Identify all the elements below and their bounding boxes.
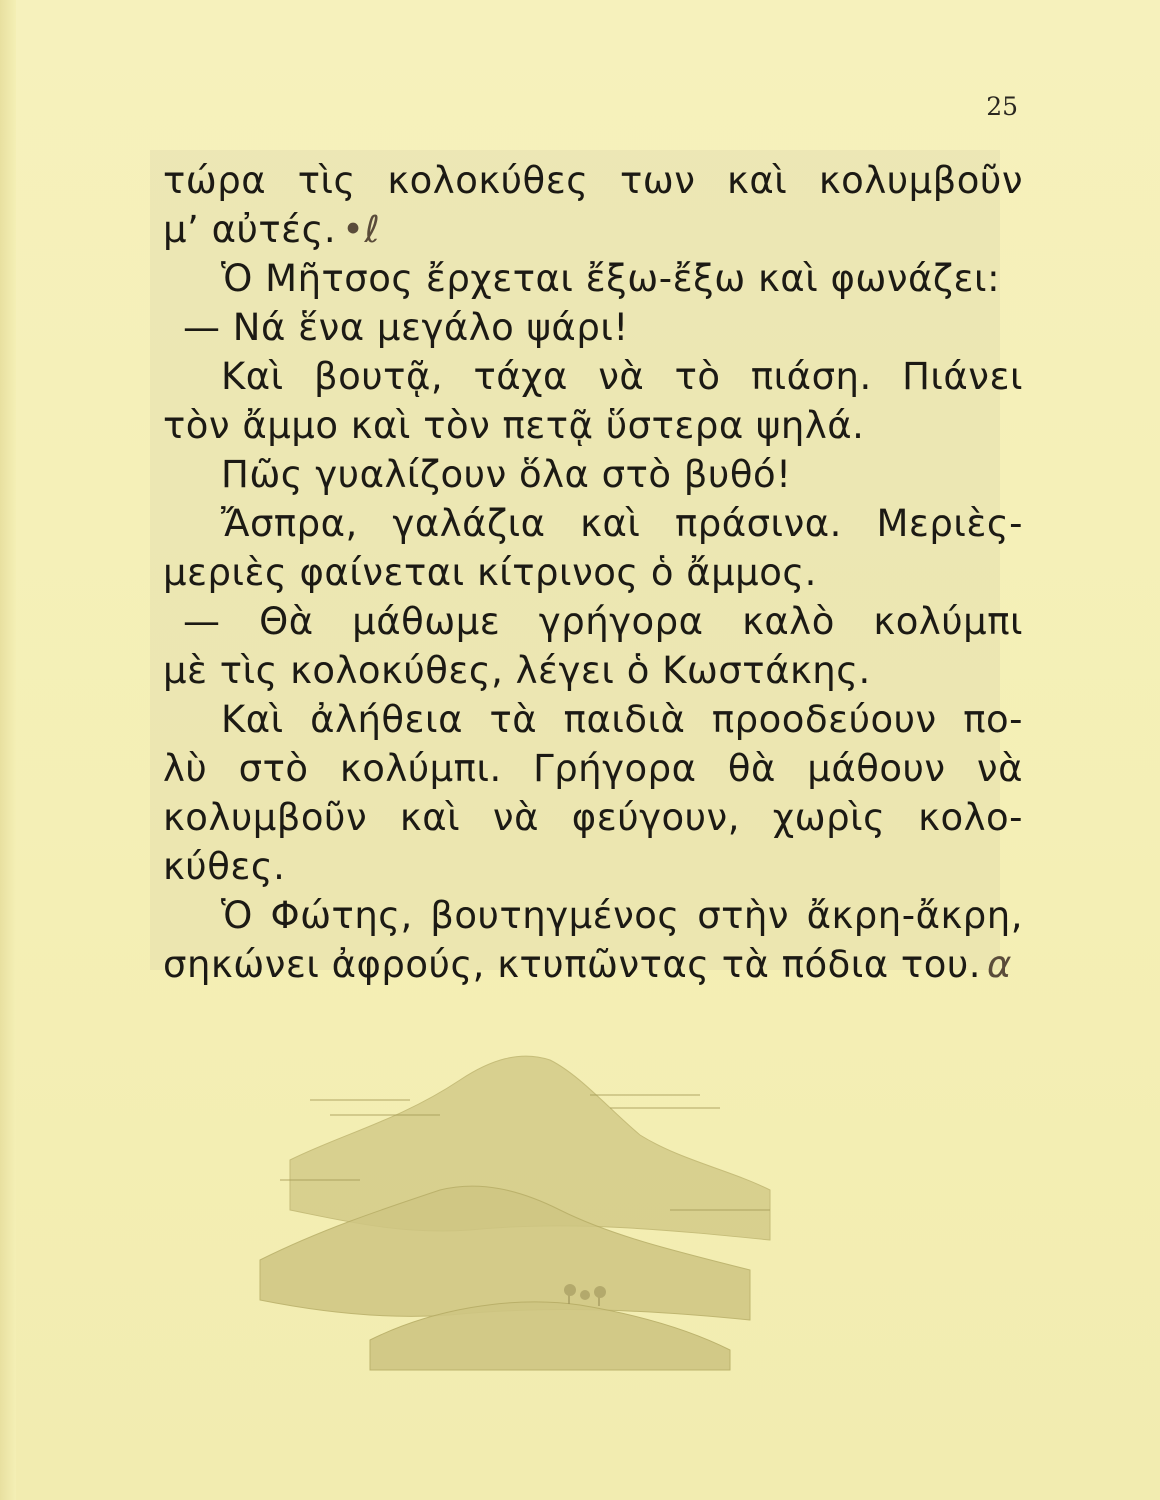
page-number: 25 (986, 92, 1018, 121)
page-spine (0, 0, 16, 1500)
text-line-11: μὲ τὶς κολοκύθες, λέγει ὁ Κωστάκης. (163, 649, 871, 692)
text-line-12: Καὶ ἀλήθεια τὰ παιδιὰ προοδεύουν πο- (221, 698, 1023, 741)
handwritten-mark-icon: •ℓ (342, 208, 381, 251)
text-line-6: τὸν ἄμμο καὶ τὸν πετᾷ ὕστερα ψηλά. (163, 404, 865, 447)
text-line-2 (163, 205, 1023, 254)
text-line-8: Ἄσπρα, γαλάζια καὶ πράσινα. Μεριὲς- (221, 502, 1023, 545)
text-line-1: τώρα τὶς κολοκύθες των καὶ κολυμβοῦν (163, 159, 1023, 202)
text-line-3: Ὁ Μῆτσος ἔρχεται ἔξω-ἔξω καὶ φωνάζει: (221, 257, 1001, 300)
text-line-4: — Νά ἕνα μεγάλο ψάρι! (183, 306, 629, 349)
text-line-17-content: σηκώνει ἀφρούς, κτυπῶντας τὰ πόδια του. (163, 943, 981, 986)
body-text (163, 156, 1023, 989)
text-line-17 (163, 940, 1023, 989)
text-line-2-content: μ’ αὐτές. (163, 208, 337, 251)
text-line-15: κύθες. (163, 845, 286, 888)
text-line-14: κολυμβοῦν καὶ νὰ φεύγουν, χωρὶς κολο- (163, 796, 1023, 839)
text-line-16: Ὁ Φώτης, βουτηγμένος στὴν ἄκρη-ἄκρη, (221, 894, 1023, 937)
handwritten-mark-icon-2: α (987, 943, 1012, 986)
text-line-5: Καὶ βουτᾷ, τάχα νὰ τὸ πιάση. Πιάνει (221, 355, 1023, 398)
text-line-13: λὺ στὸ κολύμπι. Γρήγορα θὰ μάθουν νὰ (163, 747, 1023, 790)
text-line-10: — Θὰ μάθωμε γρήγορα καλὸ κολύμπι (183, 600, 1023, 643)
text-line-9: μεριὲς φαίνεται κίτρινος ὁ ἄμμος. (163, 551, 817, 594)
mountain-landscape-icon (250, 1040, 810, 1380)
text-line-7: Πῶς γυαλίζουν ὅλα στὸ βυθό! (221, 453, 792, 496)
